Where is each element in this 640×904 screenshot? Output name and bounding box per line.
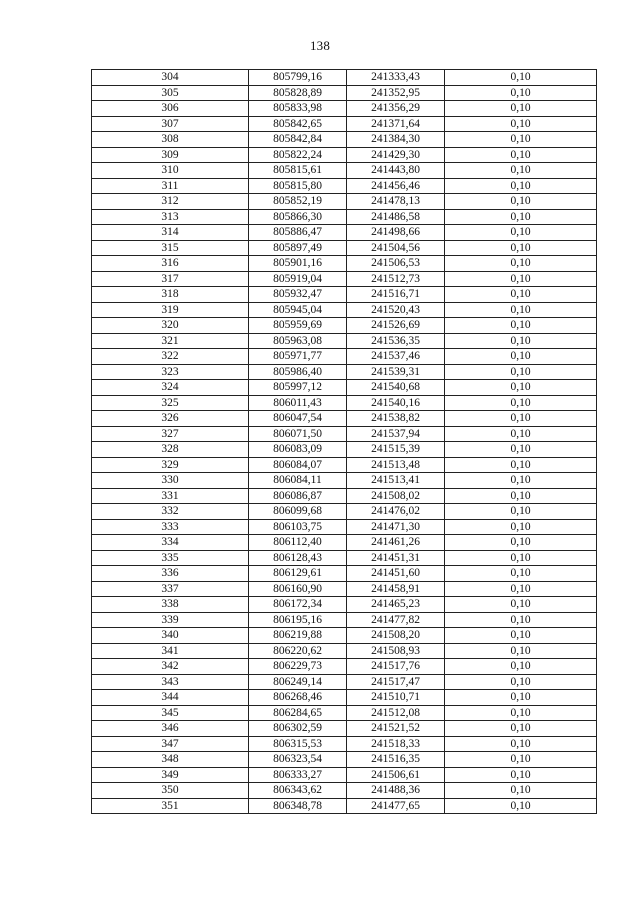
point-number-cell: 327 xyxy=(92,426,249,442)
x-coordinate-cell: 806268,46 xyxy=(249,690,347,706)
y-coordinate-cell: 241488,36 xyxy=(347,783,445,799)
tolerance-cell: 0,10 xyxy=(445,488,597,504)
table-row xyxy=(92,550,597,566)
x-coordinate-cell: 805833,98 xyxy=(249,101,347,117)
table-row xyxy=(92,318,597,334)
point-number-cell: 338 xyxy=(92,597,249,613)
tolerance-cell: 0,10 xyxy=(445,225,597,241)
point-number-cell: 335 xyxy=(92,550,249,566)
x-coordinate-cell: 805901,16 xyxy=(249,256,347,272)
point-number-cell: 342 xyxy=(92,659,249,675)
table-row xyxy=(92,504,597,520)
tolerance-cell: 0,10 xyxy=(445,798,597,814)
point-number-cell: 323 xyxy=(92,364,249,380)
x-coordinate-cell: 806011,43 xyxy=(249,395,347,411)
point-number-cell: 325 xyxy=(92,395,249,411)
table-row xyxy=(92,628,597,644)
tolerance-cell: 0,10 xyxy=(445,783,597,799)
y-coordinate-cell: 241508,93 xyxy=(347,643,445,659)
y-coordinate-cell: 241504,56 xyxy=(347,240,445,256)
x-coordinate-cell: 805828,89 xyxy=(249,85,347,101)
point-number-cell: 322 xyxy=(92,349,249,365)
table-row xyxy=(92,380,597,396)
table-row xyxy=(92,457,597,473)
x-coordinate-cell: 806112,40 xyxy=(249,535,347,551)
point-number-cell: 308 xyxy=(92,132,249,148)
y-coordinate-cell: 241458,91 xyxy=(347,581,445,597)
y-coordinate-cell: 241539,31 xyxy=(347,364,445,380)
tolerance-cell: 0,10 xyxy=(445,101,597,117)
table-row xyxy=(92,488,597,504)
tolerance-cell: 0,10 xyxy=(445,721,597,737)
tolerance-cell: 0,10 xyxy=(445,178,597,194)
point-number-cell: 336 xyxy=(92,566,249,582)
y-coordinate-cell: 241540,68 xyxy=(347,380,445,396)
tolerance-cell: 0,10 xyxy=(445,349,597,365)
point-number-cell: 305 xyxy=(92,85,249,101)
point-number-cell: 317 xyxy=(92,271,249,287)
point-number-cell: 341 xyxy=(92,643,249,659)
x-coordinate-cell: 805997,12 xyxy=(249,380,347,396)
point-number-cell: 306 xyxy=(92,101,249,117)
y-coordinate-cell: 241451,31 xyxy=(347,550,445,566)
point-number-cell: 333 xyxy=(92,519,249,535)
tolerance-cell: 0,10 xyxy=(445,752,597,768)
table-row xyxy=(92,225,597,241)
point-number-cell: 347 xyxy=(92,736,249,752)
y-coordinate-cell: 241506,61 xyxy=(347,767,445,783)
x-coordinate-cell: 806284,65 xyxy=(249,705,347,721)
x-coordinate-cell: 806071,50 xyxy=(249,426,347,442)
table-row xyxy=(92,116,597,132)
y-coordinate-cell: 241540,16 xyxy=(347,395,445,411)
point-number-cell: 346 xyxy=(92,721,249,737)
y-coordinate-cell: 241429,30 xyxy=(347,147,445,163)
point-number-cell: 310 xyxy=(92,163,249,179)
tolerance-cell: 0,10 xyxy=(445,240,597,256)
y-coordinate-cell: 241537,94 xyxy=(347,426,445,442)
y-coordinate-cell: 241520,43 xyxy=(347,302,445,318)
table-row xyxy=(92,473,597,489)
table-row xyxy=(92,643,597,659)
tolerance-cell: 0,10 xyxy=(445,70,597,86)
point-number-cell: 337 xyxy=(92,581,249,597)
tolerance-cell: 0,10 xyxy=(445,302,597,318)
x-coordinate-cell: 806219,88 xyxy=(249,628,347,644)
point-number-cell: 316 xyxy=(92,256,249,272)
table-row xyxy=(92,519,597,535)
y-coordinate-cell: 241443,80 xyxy=(347,163,445,179)
tolerance-cell: 0,10 xyxy=(445,705,597,721)
tolerance-cell: 0,10 xyxy=(445,364,597,380)
tolerance-cell: 0,10 xyxy=(445,163,597,179)
tolerance-cell: 0,10 xyxy=(445,690,597,706)
table-row xyxy=(92,271,597,287)
y-coordinate-cell: 241515,39 xyxy=(347,442,445,458)
table-row xyxy=(92,426,597,442)
x-coordinate-cell: 806047,54 xyxy=(249,411,347,427)
x-coordinate-cell: 806315,53 xyxy=(249,736,347,752)
table-row xyxy=(92,736,597,752)
table-row xyxy=(92,194,597,210)
y-coordinate-cell: 241477,82 xyxy=(347,612,445,628)
table-row xyxy=(92,101,597,117)
y-coordinate-cell: 241516,71 xyxy=(347,287,445,303)
x-coordinate-cell: 806302,59 xyxy=(249,721,347,737)
y-coordinate-cell: 241371,64 xyxy=(347,116,445,132)
table-row xyxy=(92,287,597,303)
point-number-cell: 321 xyxy=(92,333,249,349)
point-number-cell: 319 xyxy=(92,302,249,318)
y-coordinate-cell: 241510,71 xyxy=(347,690,445,706)
tolerance-cell: 0,10 xyxy=(445,426,597,442)
table-row xyxy=(92,690,597,706)
point-number-cell: 304 xyxy=(92,70,249,86)
tolerance-cell: 0,10 xyxy=(445,674,597,690)
table-row xyxy=(92,705,597,721)
x-coordinate-cell: 806220,62 xyxy=(249,643,347,659)
y-coordinate-cell: 241537,46 xyxy=(347,349,445,365)
table-row xyxy=(92,178,597,194)
point-number-cell: 340 xyxy=(92,628,249,644)
table-row xyxy=(92,581,597,597)
tolerance-cell: 0,10 xyxy=(445,442,597,458)
x-coordinate-cell: 805852,19 xyxy=(249,194,347,210)
tolerance-cell: 0,10 xyxy=(445,132,597,148)
tolerance-cell: 0,10 xyxy=(445,597,597,613)
y-coordinate-cell: 241521,52 xyxy=(347,721,445,737)
point-number-cell: 328 xyxy=(92,442,249,458)
y-coordinate-cell: 241517,76 xyxy=(347,659,445,675)
tolerance-cell: 0,10 xyxy=(445,736,597,752)
y-coordinate-cell: 241356,29 xyxy=(347,101,445,117)
x-coordinate-cell: 806323,54 xyxy=(249,752,347,768)
table-row xyxy=(92,535,597,551)
x-coordinate-cell: 806195,16 xyxy=(249,612,347,628)
point-number-cell: 345 xyxy=(92,705,249,721)
tolerance-cell: 0,10 xyxy=(445,566,597,582)
page-number: 138 xyxy=(309,38,331,53)
table-row xyxy=(92,256,597,272)
y-coordinate-cell: 241352,95 xyxy=(347,85,445,101)
table-row xyxy=(92,70,597,86)
table-row xyxy=(92,442,597,458)
tolerance-cell: 0,10 xyxy=(445,767,597,783)
tolerance-cell: 0,10 xyxy=(445,457,597,473)
point-number-cell: 329 xyxy=(92,457,249,473)
point-number-cell: 330 xyxy=(92,473,249,489)
point-number-cell: 324 xyxy=(92,380,249,396)
tolerance-cell: 0,10 xyxy=(445,147,597,163)
tolerance-cell: 0,10 xyxy=(445,85,597,101)
y-coordinate-cell: 241498,66 xyxy=(347,225,445,241)
y-coordinate-cell: 241538,82 xyxy=(347,411,445,427)
point-number-cell: 339 xyxy=(92,612,249,628)
y-coordinate-cell: 241512,73 xyxy=(347,271,445,287)
table-row xyxy=(92,659,597,675)
tolerance-cell: 0,10 xyxy=(445,628,597,644)
tolerance-cell: 0,10 xyxy=(445,581,597,597)
point-number-cell: 312 xyxy=(92,194,249,210)
table-row xyxy=(92,147,597,163)
table-row xyxy=(92,395,597,411)
tolerance-cell: 0,10 xyxy=(445,411,597,427)
y-coordinate-cell: 241333,43 xyxy=(347,70,445,86)
point-number-cell: 331 xyxy=(92,488,249,504)
tolerance-cell: 0,10 xyxy=(445,473,597,489)
table-row xyxy=(92,302,597,318)
x-coordinate-cell: 805897,49 xyxy=(249,240,347,256)
x-coordinate-cell: 805866,30 xyxy=(249,209,347,225)
point-number-cell: 332 xyxy=(92,504,249,520)
x-coordinate-cell: 805886,47 xyxy=(249,225,347,241)
tolerance-cell: 0,10 xyxy=(445,116,597,132)
tolerance-cell: 0,10 xyxy=(445,271,597,287)
x-coordinate-cell: 806160,90 xyxy=(249,581,347,597)
y-coordinate-cell: 241513,48 xyxy=(347,457,445,473)
tolerance-cell: 0,10 xyxy=(445,535,597,551)
y-coordinate-cell: 241477,65 xyxy=(347,798,445,814)
tolerance-cell: 0,10 xyxy=(445,519,597,535)
table-row xyxy=(92,674,597,690)
x-coordinate-cell: 805963,08 xyxy=(249,333,347,349)
x-coordinate-cell: 805815,61 xyxy=(249,163,347,179)
y-coordinate-cell: 241461,26 xyxy=(347,535,445,551)
y-coordinate-cell: 241513,41 xyxy=(347,473,445,489)
y-coordinate-cell: 241516,35 xyxy=(347,752,445,768)
y-coordinate-cell: 241451,60 xyxy=(347,566,445,582)
table-row xyxy=(92,767,597,783)
x-coordinate-cell: 806333,27 xyxy=(249,767,347,783)
x-coordinate-cell: 805971,77 xyxy=(249,349,347,365)
tolerance-cell: 0,10 xyxy=(445,209,597,225)
point-number-cell: 313 xyxy=(92,209,249,225)
point-number-cell: 314 xyxy=(92,225,249,241)
table-row xyxy=(92,798,597,814)
point-number-cell: 348 xyxy=(92,752,249,768)
x-coordinate-cell: 806128,43 xyxy=(249,550,347,566)
table-row xyxy=(92,209,597,225)
table-row xyxy=(92,597,597,613)
tolerance-cell: 0,10 xyxy=(445,256,597,272)
tolerance-cell: 0,10 xyxy=(445,504,597,520)
tolerance-cell: 0,10 xyxy=(445,659,597,675)
tolerance-cell: 0,10 xyxy=(445,380,597,396)
x-coordinate-cell: 806249,14 xyxy=(249,674,347,690)
point-number-cell: 318 xyxy=(92,287,249,303)
x-coordinate-cell: 806343,62 xyxy=(249,783,347,799)
table-row xyxy=(92,752,597,768)
table-row xyxy=(92,721,597,737)
x-coordinate-cell: 806086,87 xyxy=(249,488,347,504)
x-coordinate-cell: 806084,07 xyxy=(249,457,347,473)
point-number-cell: 343 xyxy=(92,674,249,690)
y-coordinate-cell: 241478,13 xyxy=(347,194,445,210)
x-coordinate-cell: 806099,68 xyxy=(249,504,347,520)
table-row xyxy=(92,783,597,799)
tolerance-cell: 0,10 xyxy=(445,643,597,659)
x-coordinate-cell: 806084,11 xyxy=(249,473,347,489)
y-coordinate-cell: 241456,46 xyxy=(347,178,445,194)
x-coordinate-cell: 806129,61 xyxy=(249,566,347,582)
table-row xyxy=(92,163,597,179)
point-number-cell: 344 xyxy=(92,690,249,706)
x-coordinate-cell: 806103,75 xyxy=(249,519,347,535)
table-row xyxy=(92,364,597,380)
tolerance-cell: 0,10 xyxy=(445,550,597,566)
table-row xyxy=(92,333,597,349)
table-row xyxy=(92,85,597,101)
y-coordinate-cell: 241384,30 xyxy=(347,132,445,148)
tolerance-cell: 0,10 xyxy=(445,333,597,349)
point-number-cell: 307 xyxy=(92,116,249,132)
y-coordinate-cell: 241536,35 xyxy=(347,333,445,349)
coordinates-table xyxy=(91,69,597,814)
x-coordinate-cell: 805842,65 xyxy=(249,116,347,132)
point-number-cell: 320 xyxy=(92,318,249,334)
y-coordinate-cell: 241526,69 xyxy=(347,318,445,334)
table-row xyxy=(92,612,597,628)
coordinates-table-body xyxy=(92,70,597,814)
y-coordinate-cell: 241508,20 xyxy=(347,628,445,644)
tolerance-cell: 0,10 xyxy=(445,194,597,210)
table-row xyxy=(92,240,597,256)
table-row xyxy=(92,132,597,148)
x-coordinate-cell: 806083,09 xyxy=(249,442,347,458)
point-number-cell: 315 xyxy=(92,240,249,256)
x-coordinate-cell: 805842,84 xyxy=(249,132,347,148)
y-coordinate-cell: 241508,02 xyxy=(347,488,445,504)
tolerance-cell: 0,10 xyxy=(445,612,597,628)
tolerance-cell: 0,10 xyxy=(445,287,597,303)
tolerance-cell: 0,10 xyxy=(445,318,597,334)
tolerance-cell: 0,10 xyxy=(445,395,597,411)
y-coordinate-cell: 241465,23 xyxy=(347,597,445,613)
y-coordinate-cell: 241471,30 xyxy=(347,519,445,535)
y-coordinate-cell: 241476,02 xyxy=(347,504,445,520)
point-number-cell: 326 xyxy=(92,411,249,427)
x-coordinate-cell: 805919,04 xyxy=(249,271,347,287)
y-coordinate-cell: 241518,33 xyxy=(347,736,445,752)
point-number-cell: 349 xyxy=(92,767,249,783)
y-coordinate-cell: 241512,08 xyxy=(347,705,445,721)
table-row xyxy=(92,566,597,582)
x-coordinate-cell: 806229,73 xyxy=(249,659,347,675)
x-coordinate-cell: 806348,78 xyxy=(249,798,347,814)
x-coordinate-cell: 806172,34 xyxy=(249,597,347,613)
point-number-cell: 334 xyxy=(92,535,249,551)
x-coordinate-cell: 805822,24 xyxy=(249,147,347,163)
x-coordinate-cell: 805986,40 xyxy=(249,364,347,380)
y-coordinate-cell: 241506,53 xyxy=(347,256,445,272)
y-coordinate-cell: 241486,58 xyxy=(347,209,445,225)
point-number-cell: 311 xyxy=(92,178,249,194)
x-coordinate-cell: 805932,47 xyxy=(249,287,347,303)
point-number-cell: 309 xyxy=(92,147,249,163)
table-row xyxy=(92,411,597,427)
x-coordinate-cell: 805945,04 xyxy=(249,302,347,318)
point-number-cell: 350 xyxy=(92,783,249,799)
x-coordinate-cell: 805815,80 xyxy=(249,178,347,194)
y-coordinate-cell: 241517,47 xyxy=(347,674,445,690)
x-coordinate-cell: 805959,69 xyxy=(249,318,347,334)
table-row xyxy=(92,349,597,365)
point-number-cell: 351 xyxy=(92,798,249,814)
x-coordinate-cell: 805799,16 xyxy=(249,70,347,86)
